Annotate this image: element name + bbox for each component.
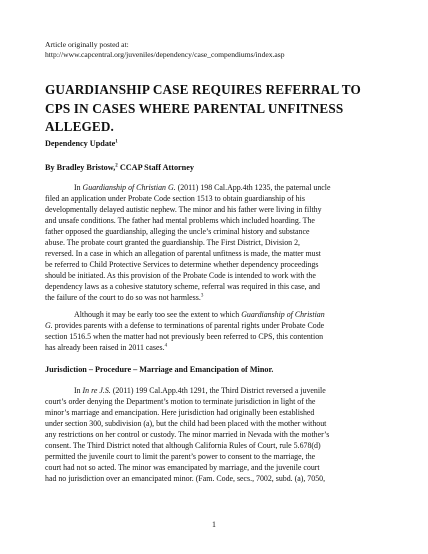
text-run: (2011) 199 Cal.App.4th 1291, the Third District reversed a juvenile [110,386,326,395]
dependency-update-label [45,138,384,149]
paragraph-line: court’s order denying the Department’s motion to terminate jurisdiction in light of the [45,397,316,406]
case-name: In re J.S. [82,386,111,395]
byline-role: CCAP Staff Attorney [117,163,194,172]
paragraph-line: had no jurisdiction over an emancipated minor. (Fam. Code, secs., 7002, subd. (a), 7050, [45,474,326,483]
paragraph-line: section 1516.5 when the matter had not previously been referred to CPS, this contention [45,332,324,341]
byline-author: By Bradley Bristow, [45,163,116,172]
footnote-marker: 1 [115,139,118,145]
paragraph-line [45,320,384,331]
text-run: Although it may be early too see the extent to which [74,310,242,319]
source-url[interactable]: http://www.capcentral.org/juveniles/dependency/case_compendiums/index.asp [45,50,285,59]
text-run: has already been raised in 2011 cases. [45,343,165,352]
paragraph-line: consent. The Third District noted that although California Rules of Court, rule 5.678(d) [45,441,321,450]
paragraph-line: dependency laws as a cohesive statutory scheme, referral was required in this case, and [45,282,320,291]
paragraph-line: minor’s marriage and emancipation. Here jurisdiction had originally been established [45,408,315,417]
paragraph-line: father opposed the guardianship, alleging the uncle’s criminal history and substance [45,227,310,236]
paragraph-line: court had not so acted. The minor was emancipated by marriage, and the juvenile court [45,463,320,472]
source-label: Article originally posted at: [45,40,129,49]
article-title [45,81,384,137]
text-run: the failure of the court to do so was not harmless. [45,293,201,302]
paragraph-line: reversed. In a case in which an allegation of parental unfitness is made, the matter must [45,249,321,258]
paragraph-line: abuse. The probate court granted the guardianship. The First District, Division 2, [45,238,301,247]
case-name: G. [45,321,53,330]
title-line: GUARDIANSHIP CASE REQUIRES REFERRAL TO [45,82,361,97]
paragraph-line: any restrictions on her control or custody. The minor married in Nevada with the mother’s [45,430,330,439]
text-run: In [74,386,83,395]
text-run: (2011) 198 Cal.App.4th 1235, the paternal uncle [175,183,331,192]
paragraph-line [45,309,384,320]
paragraph-line: and unsafe conditions. The father had mental problems which included hoarding. The [45,216,315,225]
text-run: In [74,183,83,192]
footnote-marker: 3 [200,293,204,299]
paragraph-line [45,182,384,193]
paragraph-line: developmentally delayed autistic nephew. The minor and his father were living in filthy [45,205,322,214]
paragraph [45,182,384,303]
paragraph-line [45,292,384,303]
section-heading: Jurisdiction – Procedure – Marriage and Emancipation of Minor. [45,365,274,374]
byline [45,162,384,173]
paragraph-line: filed an application under Probate Code section 1513 to obtain guardianship of his [45,194,305,203]
footnote-marker: 4 [164,343,168,349]
paragraph-line [45,342,384,353]
paragraph-line: under section 300, subdivision (a), but the child had been placed with the mother without [45,419,327,428]
paragraph-line: permitted the juvenile court to limit the parent’s power to consent to the marriage, the [45,452,316,461]
paragraph [45,385,384,484]
page-number: 1 [212,520,216,529]
title-line: CPS IN CASES WHERE PARENTAL UNFITNESS [45,100,344,116]
update-text: Dependency Update [45,139,116,148]
paragraph [45,309,384,353]
case-name: Guardianship of Christian G. [82,183,176,192]
footnote-marker: 2 [115,163,118,169]
case-name: Guardianship of Christian [241,310,325,319]
text-run: provides parents with a defense to terminations of parental rights under Probate Code [52,321,325,330]
title-line: ALLEGED. [45,119,114,134]
paragraph-line: should be initiated. As this provision of the Probate Code is intended to work with the [45,271,316,280]
paragraph-line [45,385,384,396]
source-note [45,40,384,60]
paragraph-line: be referred to Child Protective Services to determine whether dependency proceedings [45,260,319,269]
